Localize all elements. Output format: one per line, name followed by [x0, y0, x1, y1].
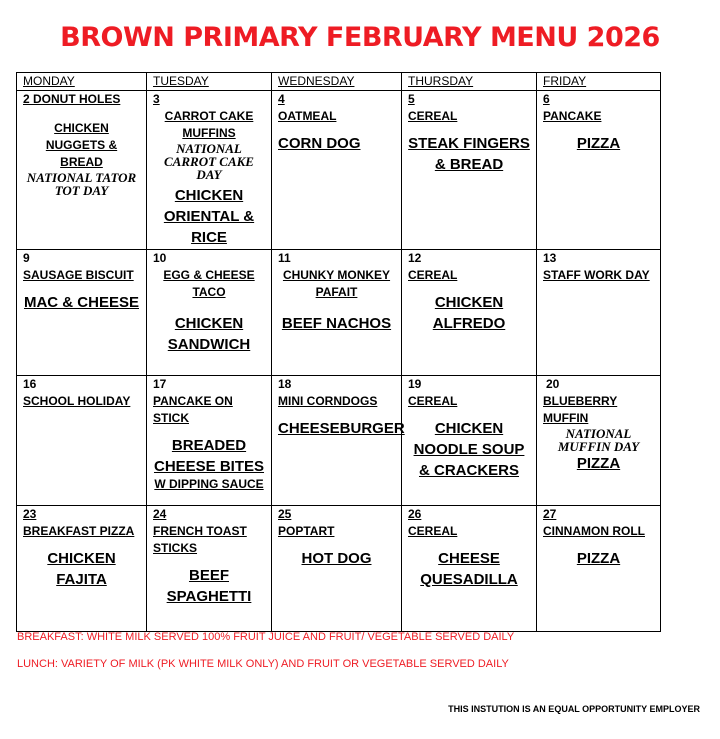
header-monday: MONDAY [17, 73, 147, 91]
lunch-item: PIZZA [576, 550, 621, 567]
day-cell [272, 506, 402, 632]
day-cell [537, 506, 661, 632]
day-number: 24 [153, 507, 167, 521]
lunch-item: BEEF SPAGHETTI [166, 567, 252, 605]
breakfast-item: CARROT CAKE MUFFINS [164, 109, 254, 140]
day-number: 16 [23, 377, 37, 391]
day-number: 9 [23, 251, 30, 265]
lunch-item: CHICKEN FAJITA [47, 550, 116, 588]
day-cell [272, 91, 402, 250]
day-cell [17, 506, 147, 632]
day-cell [537, 376, 661, 506]
national-day-note: NATIONAL TATOR TOT DAY [26, 170, 137, 198]
day-number: 3 [153, 92, 160, 106]
day-number: 23 [23, 507, 37, 521]
breakfast-item: POPTART [278, 524, 335, 538]
lunch-item: CHEESEBURGER [278, 420, 405, 437]
breakfast-item: CHUNKY MONKEY PAFAIT [282, 268, 391, 299]
day-cell [17, 91, 147, 250]
day-number: 18 [278, 377, 292, 391]
breakfast-item: STAFF WORK DAY [543, 268, 650, 282]
day-cell [402, 250, 537, 376]
menu-calendar [16, 72, 661, 632]
equal-opportunity-statement: THIS INSTUTION IS AN EQUAL OPPORTUNITY EMPLOYER [448, 704, 700, 714]
national-day-note: NATIONAL MUFFIN DAY [557, 426, 640, 454]
day-number: 25 [278, 507, 292, 521]
breakfast-item: CINNAMON ROLL [543, 524, 645, 538]
lunch-item: BREADED CHEESE BITES [153, 437, 265, 475]
day-cell [147, 91, 272, 250]
page-title: BROWN PRIMARY FEBRUARY MENU 2026 [60, 22, 660, 53]
breakfast-item: CEREAL [408, 109, 458, 123]
lunch-item: CHEESE QUESADILLA [420, 550, 518, 588]
breakfast-item: SCHOOL HOLIDAY [23, 394, 131, 408]
breakfast-item: FRENCH TOAST STICKS [153, 524, 247, 555]
lunch-item: BEEF NACHOS [281, 315, 392, 332]
day-number: 5 [408, 92, 415, 106]
breakfast-item: OATMEAL [278, 109, 337, 123]
week-row [17, 250, 661, 376]
day-cell [17, 250, 147, 376]
lunch-side-note: W DIPPING SAUCE [154, 477, 264, 491]
day-cell [402, 506, 537, 632]
week-row [17, 376, 661, 506]
breakfast-item: BLUEBERRY MUFFIN [543, 394, 618, 425]
breakfast-item: CEREAL [408, 268, 458, 282]
day-cell [147, 376, 272, 506]
day-number: 11 [278, 251, 291, 265]
breakfast-item: PANCAKE ON STICK [153, 394, 233, 425]
lunch-item: CHICKEN ORIENTAL & RICE [163, 187, 255, 246]
day-cell [272, 376, 405, 506]
lunch-item: CHICKEN NOODLE SOUP & CRACKERS [413, 420, 525, 479]
lunch-item: CORN DOG [278, 135, 361, 152]
breakfast-item: BREAKFAST PIZZA [23, 524, 135, 538]
day-number: 27 [543, 507, 557, 521]
day-number: 2 DONUT HOLES [23, 92, 121, 106]
day-number: 10 [153, 251, 167, 265]
day-cell [537, 250, 661, 376]
day-cell [17, 376, 147, 506]
day-cell [147, 250, 272, 376]
day-number: 13 [543, 251, 557, 265]
lunch-item: HOT DOG [301, 550, 372, 567]
day-number: 4 [278, 92, 285, 106]
header-tuesday: TUESDAY [147, 73, 272, 91]
breakfast-item: PANCAKE [543, 109, 602, 123]
day-number: 19 [408, 377, 422, 391]
breakfast-item: CEREAL [408, 524, 458, 538]
header-friday: FRIDAY [537, 73, 661, 91]
breakfast-item: CHICKEN NUGGETS & BREAD [45, 121, 118, 169]
lunch-item: CHICKEN ALFREDO [432, 294, 506, 332]
week-row [17, 91, 661, 250]
day-number: 12 [408, 251, 422, 265]
breakfast-item: EGG & CHEESE TACO [163, 268, 255, 299]
lunch-item: MAC & CHEESE [23, 294, 139, 311]
lunch-item: PIZZA [576, 455, 621, 472]
lunch-footer-note: LUNCH: VARIETY OF MILK (PK WHITE MILK ONLY) AND FRUIT OR VEGETABLE SERVED DAILY [17, 658, 509, 670]
day-cell [272, 250, 402, 376]
day-number: 20 [546, 377, 560, 391]
day-cell [402, 91, 537, 250]
day-cell [147, 506, 272, 632]
breakfast-item: CEREAL [408, 394, 458, 408]
day-number: 26 [408, 507, 422, 521]
day-number: 6 [543, 92, 550, 106]
header-thursday: THURSDAY [402, 73, 537, 91]
day-number: 17 [153, 377, 167, 391]
breakfast-item: SAUSAGE BISCUIT [23, 268, 134, 282]
day-cell [537, 91, 661, 250]
week-row [17, 506, 661, 632]
lunch-item: PIZZA [576, 135, 621, 152]
day-cell [402, 376, 537, 506]
breakfast-item: MINI CORNDOGS [278, 394, 378, 408]
breakfast-footer-note: BREAKFAST: WHITE MILK SERVED 100% FRUIT JUICE AND FRUIT/ VEGETABLE SERVED DAILY [17, 631, 515, 643]
weekday-header-row [17, 73, 661, 91]
lunch-item: CHICKEN SANDWICH [167, 315, 251, 353]
header-wednesday: WEDNESDAY [272, 73, 402, 91]
national-day-note: NATIONAL CARROT CAKE DAY [164, 141, 254, 182]
lunch-item: STEAK FINGERS & BREAD [408, 135, 530, 173]
